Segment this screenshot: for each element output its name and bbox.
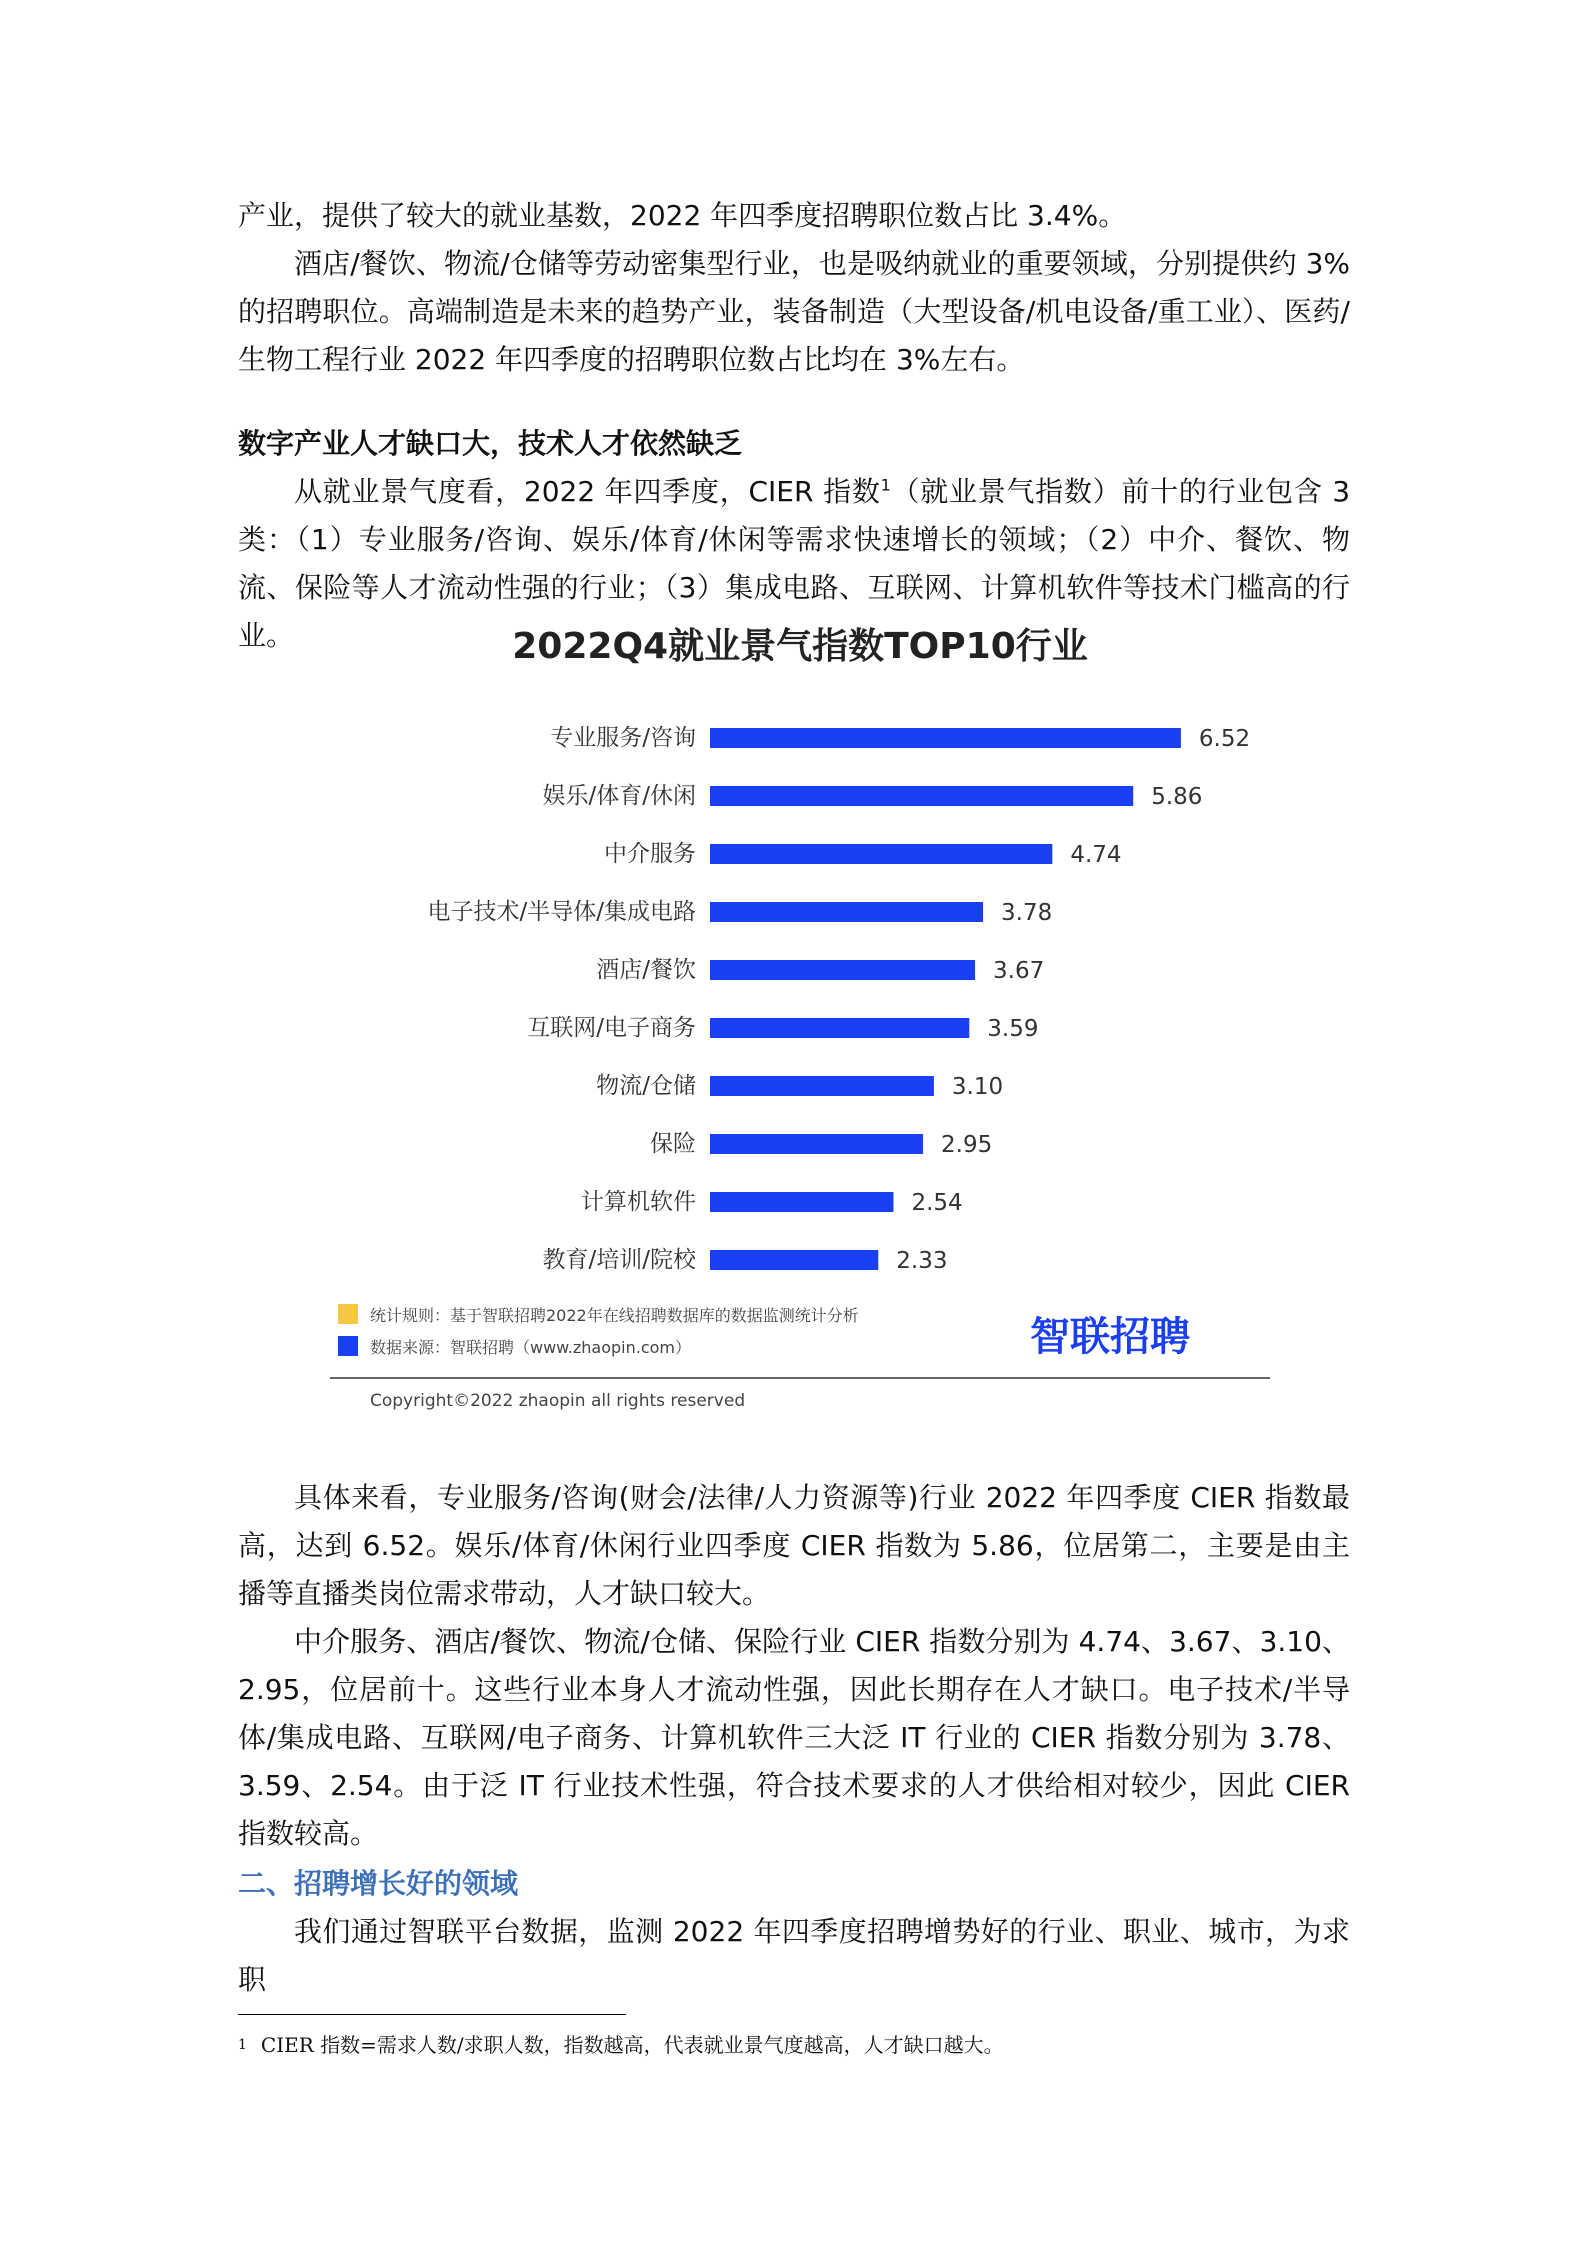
footnote-ref[interactable]: 1 bbox=[880, 475, 891, 495]
copyright-text: Copyright©2022 zhaopin all rights reserved bbox=[370, 1391, 746, 1411]
category-label: 物流/仓储 bbox=[596, 1073, 696, 1099]
value-label: 6.52 bbox=[1198, 726, 1251, 752]
category-label: 中介服务 bbox=[604, 841, 696, 867]
category-label: 专业服务/咨询 bbox=[550, 725, 696, 751]
category-label: 电子技术/半导体/集成电路 bbox=[427, 899, 696, 925]
value-label: 2.33 bbox=[896, 1248, 948, 1274]
chart-figure bbox=[330, 620, 1270, 1420]
legend-swatch bbox=[338, 1304, 358, 1324]
footnote-number: 1 bbox=[238, 2037, 247, 2053]
footnote-text: CIER 指数=需求人数/求职人数，指数越高，代表就业景气度越高，人才缺口越大。 bbox=[260, 2033, 1004, 2057]
value-label: 3.59 bbox=[987, 1016, 1039, 1042]
value-label: 2.95 bbox=[941, 1132, 993, 1158]
footnote bbox=[238, 2030, 1004, 2060]
paragraph-industry-analysis: 中介服务、酒店/餐饮、物流/仓储、保险行业 CIER 指数分别为 4.74、3.67、3.10、2.95，位居前十。这些行业本身人才流动性强，因此长期存在人才缺口。电子技术/半导体/集成电路、互联网/电子商务、计算机软件三大泛 IT 行业的 CIER 指数分别为 3.78、3.59、2.54。由于泛 IT 行业技术性强，符合技术要求的人才供给相对较少，因此 CIER 指数较高。 bbox=[238, 1625, 1350, 1850]
section-2 bbox=[238, 1860, 1350, 2004]
bar-chart bbox=[330, 620, 1270, 1420]
bar bbox=[710, 844, 1052, 864]
subheading-digital-talent: 数字产业人才缺口大，技术人才依然缺乏 bbox=[238, 427, 743, 460]
footnote-divider bbox=[238, 2014, 626, 2015]
bar bbox=[710, 786, 1133, 806]
value-label: 3.67 bbox=[993, 958, 1045, 984]
paragraph-specific-analysis: 具体来看，专业服务/咨询(财会/法律/人力资源等)行业 2022 年四季度 CIER 指数最高，达到 6.52。娱乐/体育/休闲行业四季度 CIER 指数为 5.86，位居第二，主要是由主播等直播类岗位需求带动，人才缺口较大。 bbox=[238, 1481, 1350, 1610]
bar bbox=[710, 1250, 878, 1270]
category-label: 互联网/电子商务 bbox=[527, 1015, 696, 1041]
category-label: 娱乐/体育/休闲 bbox=[542, 783, 696, 809]
legend-text: 统计规则：基于智联招聘2022年在线招聘数据库的数据监测统计分析 bbox=[370, 1306, 859, 1325]
bar bbox=[710, 1192, 893, 1212]
bar bbox=[710, 902, 983, 922]
bar bbox=[710, 728, 1181, 748]
value-label: 3.78 bbox=[1001, 900, 1053, 926]
bar bbox=[710, 1076, 934, 1096]
paragraph-labor-intensive: 酒店/餐饮、物流/仓储等劳动密集型行业，也是吸纳就业的重要领域，分别提供约 3%的招聘职位。高端制造是未来的趋势产业，装备制造（大型设备/机电设备/重工业）、医药/生物工程行业 2022 年四季度的招聘职位数占比均在 3%左右。 bbox=[238, 247, 1350, 376]
bar bbox=[710, 1018, 969, 1038]
category-label: 保险 bbox=[650, 1131, 696, 1157]
value-label: 3.10 bbox=[951, 1074, 1004, 1100]
bar bbox=[710, 1134, 923, 1154]
section-2-paragraph: 我们通过智联平台数据，监测 2022 年四季度招聘增势好的行业、职业、城市，为求职 bbox=[238, 1915, 1350, 1996]
top-text-block bbox=[238, 192, 1350, 384]
brand-logo-text: 智联招聘 bbox=[1030, 1314, 1190, 1360]
value-label: 5.86 bbox=[1151, 784, 1203, 810]
chart-title: 2022Q4就业景气指数TOP10行业 bbox=[512, 626, 1088, 667]
value-label: 4.74 bbox=[1070, 842, 1122, 868]
paragraph-continuation: 产业，提供了较大的就业基数，2022 年四季度招聘职位数占比 3.4%。 bbox=[238, 199, 1127, 232]
category-label: 教育/培训/院校 bbox=[542, 1247, 696, 1273]
bar bbox=[710, 960, 975, 980]
value-label: 2.54 bbox=[911, 1190, 963, 1216]
legend-swatch bbox=[338, 1336, 358, 1356]
section-2-heading: 二、招聘增长好的领域 bbox=[238, 1867, 519, 1900]
paragraph-cier-overview: 从就业景气度看，2022 年四季度，CIER 指数$^1$（就业景气指数）前十的行业包含 3 类：（1）专业服务/咨询、娱乐/体育/休闲等需求快速增长的领域；（2）中介、餐饮、物流、保险等人才流动性强的行业；（3）集成电路、互联网、计算机软件等技术门槛高的行业。 bbox=[238, 475, 1351, 652]
category-label: 酒店/餐饮 bbox=[596, 957, 696, 983]
legend-text: 数据来源：智联招聘（www.zhaopin.com） bbox=[370, 1338, 692, 1357]
analysis-text-block bbox=[238, 1474, 1350, 1858]
category-label: 计算机软件 bbox=[581, 1189, 696, 1215]
